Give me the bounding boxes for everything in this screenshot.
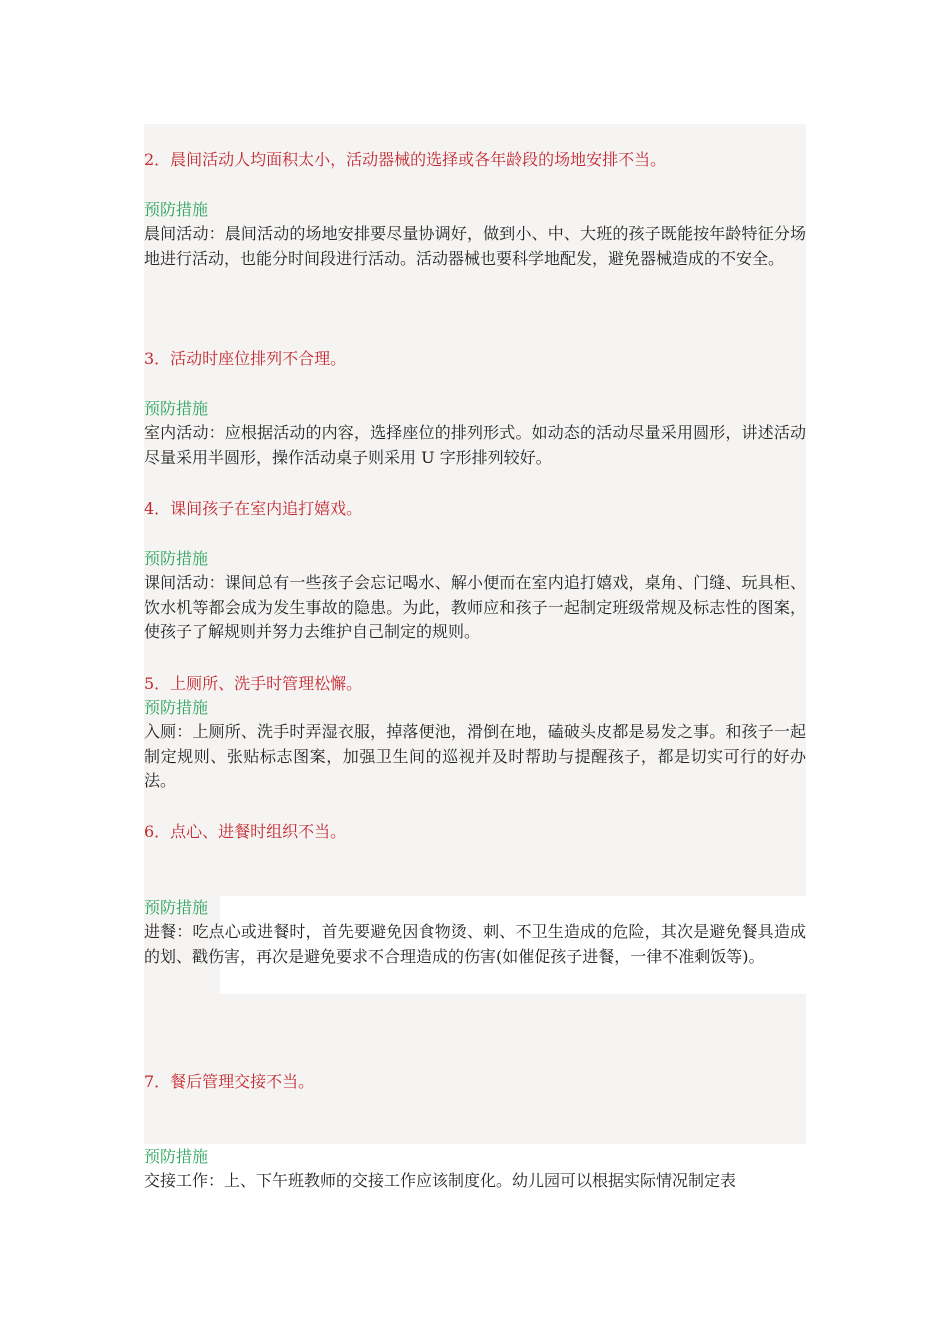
section-7-body xyxy=(144,1145,806,1194)
section-heading: 5．上厕所、洗手时管理松懈。 xyxy=(144,674,363,693)
prevention-label: 预防措施 xyxy=(144,200,209,219)
section-heading: 7．餐后管理交接不当。 xyxy=(144,1072,315,1091)
section-heading: 6．点心、进餐时组织不当。 xyxy=(144,822,347,841)
section-3 xyxy=(144,347,806,470)
section-2 xyxy=(144,148,806,271)
section-body: 室内活动：应根据活动的内容，选择座位的排列形式。如动态的活动尽量采用圆形，讲述活动尽量采用半圆形，操作活动桌子则采用 U 字形排列较好。 xyxy=(144,423,806,467)
section-heading: 4．课间孩子在室内追打嬉戏。 xyxy=(144,499,363,518)
prevention-label: 预防措施 xyxy=(144,549,209,568)
section-body: 进餐：吃点心或进餐时，首先要避免因食物烫、刺、不卫生造成的危险，其次是避免餐具造成的划、戳伤害，再次是避免要求不合理造成的伤害(如催促孩子进餐，一律不准剩饭等)。 xyxy=(144,922,806,966)
section-7 xyxy=(144,1070,806,1094)
prevention-label: 预防措施 xyxy=(144,1147,209,1166)
section-6 xyxy=(144,820,806,844)
section-heading: 2．晨间活动人均面积太小，活动器械的选择或各年龄段的场地安排不当。 xyxy=(144,150,667,169)
section-6-body xyxy=(144,896,806,969)
prevention-label: 预防措施 xyxy=(144,399,209,418)
section-body: 晨间活动：晨间活动的场地安排要尽量协调好，做到小、中、大班的孩子既能按年龄特征分场地进行活动，也能分时间段进行活动。活动器械也要科学地配发，避免器械造成的不安全。 xyxy=(144,224,806,268)
section-body: 入厕：上厕所、洗手时弄湿衣服，掉落便池，滑倒在地，磕破头皮都是易发之事。和孩子一起制定规则、张贴标志图案，加强卫生间的巡视并及时帮助与提醒孩子，都是切实可行的好办法。 xyxy=(144,722,806,790)
prevention-label: 预防措施 xyxy=(144,698,209,717)
section-heading: 3．活动时座位排列不合理。 xyxy=(144,349,347,368)
section-body: 课间活动：课间总有一些孩子会忘记喝水、解小便而在室内追打嬉戏，桌角、门缝、玩具柜、饮水机等都会成为发生事故的隐患。为此，教师应和孩子一起制定班级常规及标志性的图案，使孩子了解规则并努力去维护自己制定的规则。 xyxy=(144,573,806,641)
section-5 xyxy=(144,672,806,794)
section-body: 交接工作：上、下午班教师的交接工作应该制度化。幼儿园可以根据实际情况制定表 xyxy=(144,1171,737,1190)
background-band xyxy=(144,994,806,1144)
section-4 xyxy=(144,497,806,645)
prevention-label: 预防措施 xyxy=(144,898,209,917)
